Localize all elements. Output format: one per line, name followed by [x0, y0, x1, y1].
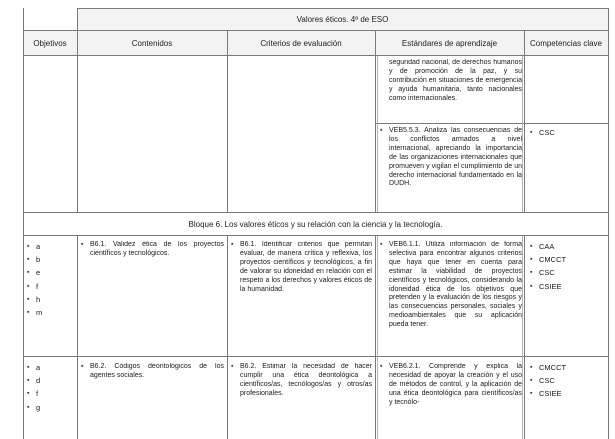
header-competencias: [524, 31, 608, 55]
objetivo-item: ▪ d: [25, 374, 75, 387]
rule-col-4: [524, 30, 525, 212]
objetivo-item: ▪ m: [25, 306, 75, 319]
block-title: [23, 213, 608, 235]
table-title: [77, 8, 608, 30]
objetivo-item: ▪ a: [25, 240, 75, 253]
rule-block-top: [23, 212, 608, 213]
rule-col-3: [375, 30, 376, 212]
header-contenidos: [77, 31, 227, 55]
rule-col-2: [227, 30, 228, 212]
competencias-b61: [528, 240, 606, 300]
rule-inner-std-left: [377, 56, 378, 212]
competencia-item: ▪ CSC: [528, 374, 606, 387]
rule-col-1: [77, 8, 78, 212]
contenido-b61: [80, 241, 224, 265]
objetivo-item: ▪ f: [25, 280, 75, 293]
objetivo-item: ▪ b: [25, 253, 75, 266]
criterio-b62-text: ▪ B6.2. Estimar la necesidad de hacer cumplir una ética deontológica a científicos/as, tecnólogos/as y otros/as profesionales.: [230, 363, 372, 399]
estandar-b61-text: ▪ VEB6.1.1. Utiliza información de forma selectiva para encontrar algunos criterios que haya que tener en cuenta para estimar la viabilidad de proyectos científicos y tecnológicos, considerando la idoneidad ética de los objetivos que pretenden y la evaluación de los riesgos y las consecuencias personales, sociales y medioambientales que su aplicación pueda tener.: [379, 241, 522, 330]
estandar-b62-text: ▪ VEB6.2.1. Comprende y explica la necesidad de apoyar la creación y el uso de métodos de control, y la aplicación de una ética deontológica para científicos/as y tecnólo-: [379, 363, 522, 408]
continuation-standard-text: seguridad nacional, de derechos humanos y de promoción de la paz, y su contribución en situaciones de emergencia y ayuda humanitaria, tanto nacionales como internacionales.: [389, 59, 522, 102]
competencias-veb553: [528, 126, 606, 146]
rule-col-1b: [77, 235, 78, 439]
objetivo-item: ▪ f: [25, 387, 75, 400]
table-title-text: Valores éticos. 4º de ESO: [296, 14, 389, 24]
header-criterios-text: Criterios de evaluación: [260, 38, 342, 48]
rule-top: [77, 8, 608, 9]
standard-veb553: [379, 127, 522, 207]
rule-header-bottom: [23, 55, 608, 56]
competencia-item: ▪ CSIEE: [528, 387, 606, 400]
competencia-item: ▪ CMCCT: [528, 361, 606, 374]
header-criterios: [227, 31, 375, 55]
rule-right: [608, 8, 609, 439]
rule-col-2b: [227, 235, 228, 439]
rule-inner-std-left-b: [377, 236, 378, 439]
block-title-text: Bloque 6. Los valores éticos y su relación con la ciencia y la tecnología.: [188, 219, 443, 229]
continuation-standard: [379, 59, 522, 119]
objetivo-item: ▪ h: [25, 293, 75, 306]
rule-left: [23, 8, 24, 439]
header-competencias-text: Competencias clave: [529, 38, 603, 48]
criterio-b61: [230, 241, 372, 316]
estandar-b61: [379, 241, 522, 353]
rule-inner-std-right: [522, 56, 523, 212]
competencia-item: ▪ CSIEE: [528, 280, 606, 293]
competencia-item: ▪ CSC: [528, 266, 606, 279]
rule-row-b62: [23, 356, 608, 357]
competencia-item: ▪ CAA: [528, 240, 606, 253]
criterio-b62: [230, 363, 372, 408]
header-estandares: [375, 31, 524, 55]
contenido-b62-text: ▪ B6.2. Códigos deontológicos de los agentes sociales.: [80, 363, 224, 381]
objetivo-item: ▪ e: [25, 266, 75, 279]
header-objetivos: [23, 31, 77, 55]
header-objetivos-text: Objetivos: [33, 38, 67, 48]
rule-header-top: [23, 30, 608, 31]
objetivo-item: ▪ a: [25, 361, 75, 374]
rule-col-4b: [524, 235, 525, 439]
competencia-item: ▪ CMCCT: [528, 253, 606, 266]
rule-inner-std-right-b: [522, 236, 523, 439]
competencia-item: ▪ CSC: [528, 126, 606, 139]
contenido-b61-text: ▪ B6.1. Validez ética de los proyectos científicos y tecnológicos.: [80, 241, 224, 259]
contenido-b62: [80, 363, 224, 387]
objetivos-b61: [25, 240, 75, 330]
objetivo-item: ▪ g: [25, 401, 75, 414]
rule-block-bottom: [23, 235, 608, 236]
rule-col-3b: [375, 235, 376, 439]
header-estandares-text: Estándares de aprendizaje: [401, 38, 498, 48]
standard-veb553-text: ▪ VEB5.5.3. Analiza las consecuencias de los conflictos armados a nivel internacional, apreciando la importancia de las organizaciones internacionales que promueven y vigilan el cumplimiento de un derecho internacional fundamentado en la DUDH.: [379, 127, 522, 189]
objetivos-b62: [25, 361, 75, 417]
estandar-b62: [379, 363, 522, 419]
competencias-b62: [528, 361, 606, 406]
header-contenidos-text: Contenidos: [131, 38, 173, 48]
rule-row-55: [375, 123, 608, 124]
criterio-b61-text: ▪ B6.1. Identificar criterios que permitan evaluar, de manera crítica y reflexiva, los proyectos científicos y tecnológicos, a fin de valorar su idoneidad en relación con el respeto a los derechos y valores éticos de la humanidad.: [230, 241, 372, 294]
